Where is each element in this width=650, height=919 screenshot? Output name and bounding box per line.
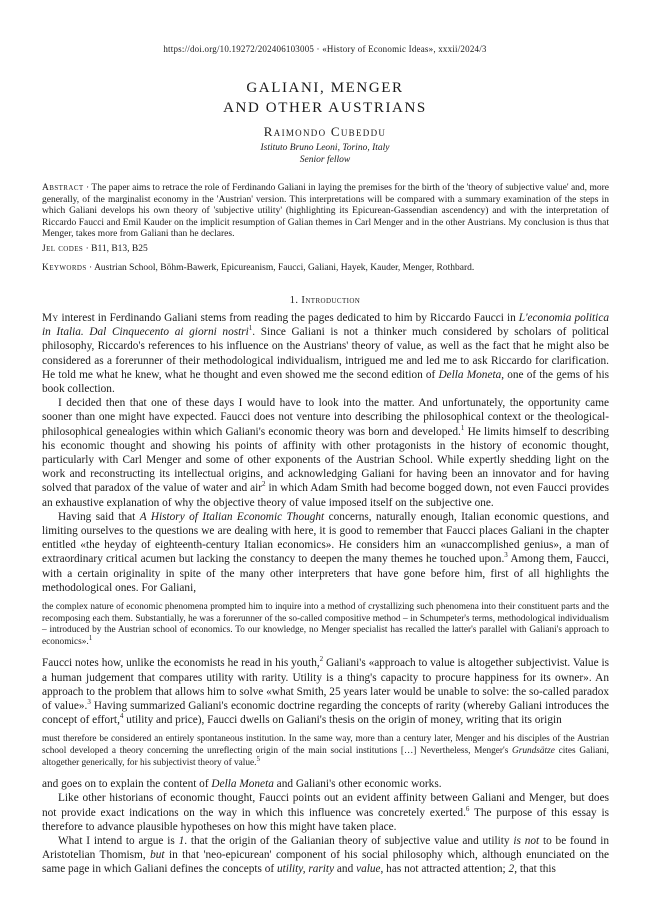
section-heading: 1. Introduction (289, 295, 361, 306)
footnote-mark: 6 (465, 804, 470, 813)
footnote-mark: 2 (262, 480, 266, 489)
footnote-mark: 1 (460, 423, 465, 432)
title-line-2: AND OTHER AUSTRIANS (223, 100, 427, 116)
paragraph-3: Having said that A History of Italian Economic Thought concerns, naturally enough, Italian economic questions, and limiting ourselves to the questions we are dealing with here, it is good to remember that Faucci places Galiani in the chapter entitled «the heyday of eighteenth-century Italian economics». He considers him an «unaccomplished genius», a man of extraordinary critical acumen but lacking the constancy to deepen the many themes he touched upon.$^3$ Among them, Faucci, with a certain originality in spite of the many other interpreters that have gone before him, first of all highlights the methodological ones. For Galiani, (42, 510, 610, 594)
keywords-label: Keywords (42, 263, 87, 273)
paragraph-6: Like other historians of economic thought, Faucci points out an evident affinity between Galiani and Menger, but does not provide exact indications on the way in which this influence was concretely exerted.$^6$ The purpose of this essay is therefore to advance plausible hypotheses on how this might have taken place. (42, 792, 609, 833)
author-name: Raimondo Cubeddu (263, 124, 387, 139)
footnote-mark: 3 (87, 698, 91, 707)
footnote-mark: 3 (504, 551, 508, 560)
jel-label: Jel codes (42, 244, 84, 254)
paragraph-1: My interest in Ferdinando Galiani stems from reading the pages dedicated to him by Riccardo Faucci in L'economia politica in Italia. Dal Cinquecento ai giorni nostri$^1$. Since Galiani is not a thinker much considered by scholars of political philosophy, Riccardo's references to his influence on the Austrians' theory of value, as well as the fact that he might also be considered as a forerunner of their methodological individualism, intrigued me and led me to ask Riccardo for clarification. He told me what he knew, what he thought and even showed me the second edition of Della Moneta, one of the gems of his book collection. (42, 312, 609, 396)
abstract-label: Abstract (42, 183, 84, 193)
block-quote-2: must therefore be considered an entirely spontaneous institution. In the same way, more than a century later, Menger and his disciples of the Austrian school developed a theory concerning the unreflecting origin of the main social institutions […] Nevertheless, Menger's Grundsätze cites Galiani, altogether generically, for his subjectivist theory of value.$^5$ (42, 734, 610, 768)
affiliation-role: Senior fellow (299, 155, 351, 165)
article-title (0, 78, 650, 118)
title-line-1: GALIANI, MENGER (246, 80, 404, 96)
article-body (42, 311, 609, 877)
block-quote-1: the complex nature of economic phenomena prompted him to inquire into a method of crystallizing such phenomena into their constituent parts and the recomposing each them. Substantially, he was a forerunner of the so-called compositive method – in Schumpeter's terms, methodological individualism – introduced by the Austrian school of economics. To our knowledge, no Menger specialist has recalled the latter's parallel with Galiani's approach to economics».$^1$ (42, 602, 609, 647)
running-head: https://doi.org/10.19272/202406103005 · «History of Economic Ideas», xxxii/2024/3 (163, 44, 487, 54)
footnote-mark: 4 (119, 712, 124, 721)
footnote-mark: 5 (256, 754, 260, 763)
keywords-value: Austrian School, Böhm-Bawerk, Epicureanism, Faucci, Galiani, Hayek, Kauder, Menger, Rothbard. (94, 263, 475, 273)
footnote-mark: 1 (248, 324, 253, 333)
paragraph-7: What I intend to argue is 1. that the origin of the Galianian theory of subjective value and utility is not to be found in Aristotelian Thomism, but in that 'neo-epicurean' component of his social philosophy which, although enunciated on the same page in which Galiani defines the concepts of utility, rarity and value, has not attracted attention; 2, that this (42, 835, 609, 876)
affiliation-institution: Istituto Bruno Leoni, Torino, Italy (260, 143, 390, 153)
author-affiliation (0, 142, 650, 166)
abstract: Abstract · The paper aims to retrace the role of Ferdinando Galiani in laying the premises for the birth of the 'theory of subjective value' and, more generally, of the marginalist economy in the 'Austrian' version. This interpretations will be compared with a summary examination of the steps in which Galiani develops his own theory of 'subjective utility' (highlighting its Epicurean-Gassendian ascendency) and with the interpretation of Riccardo Faucci and Emil Kauder on the implicit resumption of Galian themes in Carl Menger and in the other Austrians. My conclusion is thus that Menger, takes more from Galiani than he declares. (42, 183, 610, 239)
jel-codes: Jel codes · B11, B13, B25 (42, 244, 148, 254)
jel-value: B11, B13, B25 (91, 244, 148, 254)
paragraph-2: I decided then that one of these days I would have to look into the matter. And unfortunately, the opportunity came sooner than one might have expected. Faucci does not venture into describing the philosophical context or the theological-philosophical genealogies within which Galiani's economic theory was born and developed.$^1$ He limits himself to describing his economic thought and showing his points of affinity with other protagonists in the history of economic thought, particularly with Carl Menger and some of other exponents of the Austrian School. While expertly shedding light on the work and reconstructing its intellectual origins, and acknowledging Galiani for having been an innovator and for having solved that paradox of the value of water and air$^2$ in which Adam Smith had become bogged down, not even Faucci provides an exhaustive explanation of why the objective theory of value imposed itself on the subjective one. (42, 397, 610, 509)
paragraph-5: and goes on to explain the content of Della Moneta and Galiani's other economic works. (42, 778, 442, 791)
footnote-mark: 1 (88, 633, 93, 642)
keywords: Keywords · Austrian School, Böhm-Bawerk, Epicureanism, Faucci, Galiani, Hayek, Kauder, Menger, Rothbard. (42, 263, 475, 273)
abstract-text: The paper aims to retrace the role of Ferdinando Galiani in laying the premises for the birth of the 'theory of subjective value' and, more generally, of the marginalist economy in the 'Austrian' version. This interpretations will be compared with a summary examination of the steps in which Galiani develops his own theory of 'subjective utility' (highlighting its Epicurean-Gassendian ascendency) and with the interpretation of Riccardo Faucci and Emil Kauder on the implicit resumption of Galian themes in Carl Menger and in the other Austrians. My conclusion is thus that Menger, takes more from Galiani than he declares. (42, 183, 610, 239)
footnote-mark: 2 (319, 655, 324, 664)
paragraph-4: Faucci notes how, unlike the economists he read in his youth,$^2$ Galiani's «approach to value is altogether subjectivist. Value is a human judgement that compares utility with rarity. Utility is a thing's capacity to procure happiness for its owner». An approach to the problem that allows him to solve «what Smith, 25 years later would be unable to solve: the so-called paradox of value».$^3$ Having summarized Galiani's economic doctrine regarding the concepts of rarity (whereby Galiani introduces the concept of effort,$^4$ utility and price), Faucci dwells on Galiani's thesis on the origin of money, writing that its origin (42, 655, 609, 727)
